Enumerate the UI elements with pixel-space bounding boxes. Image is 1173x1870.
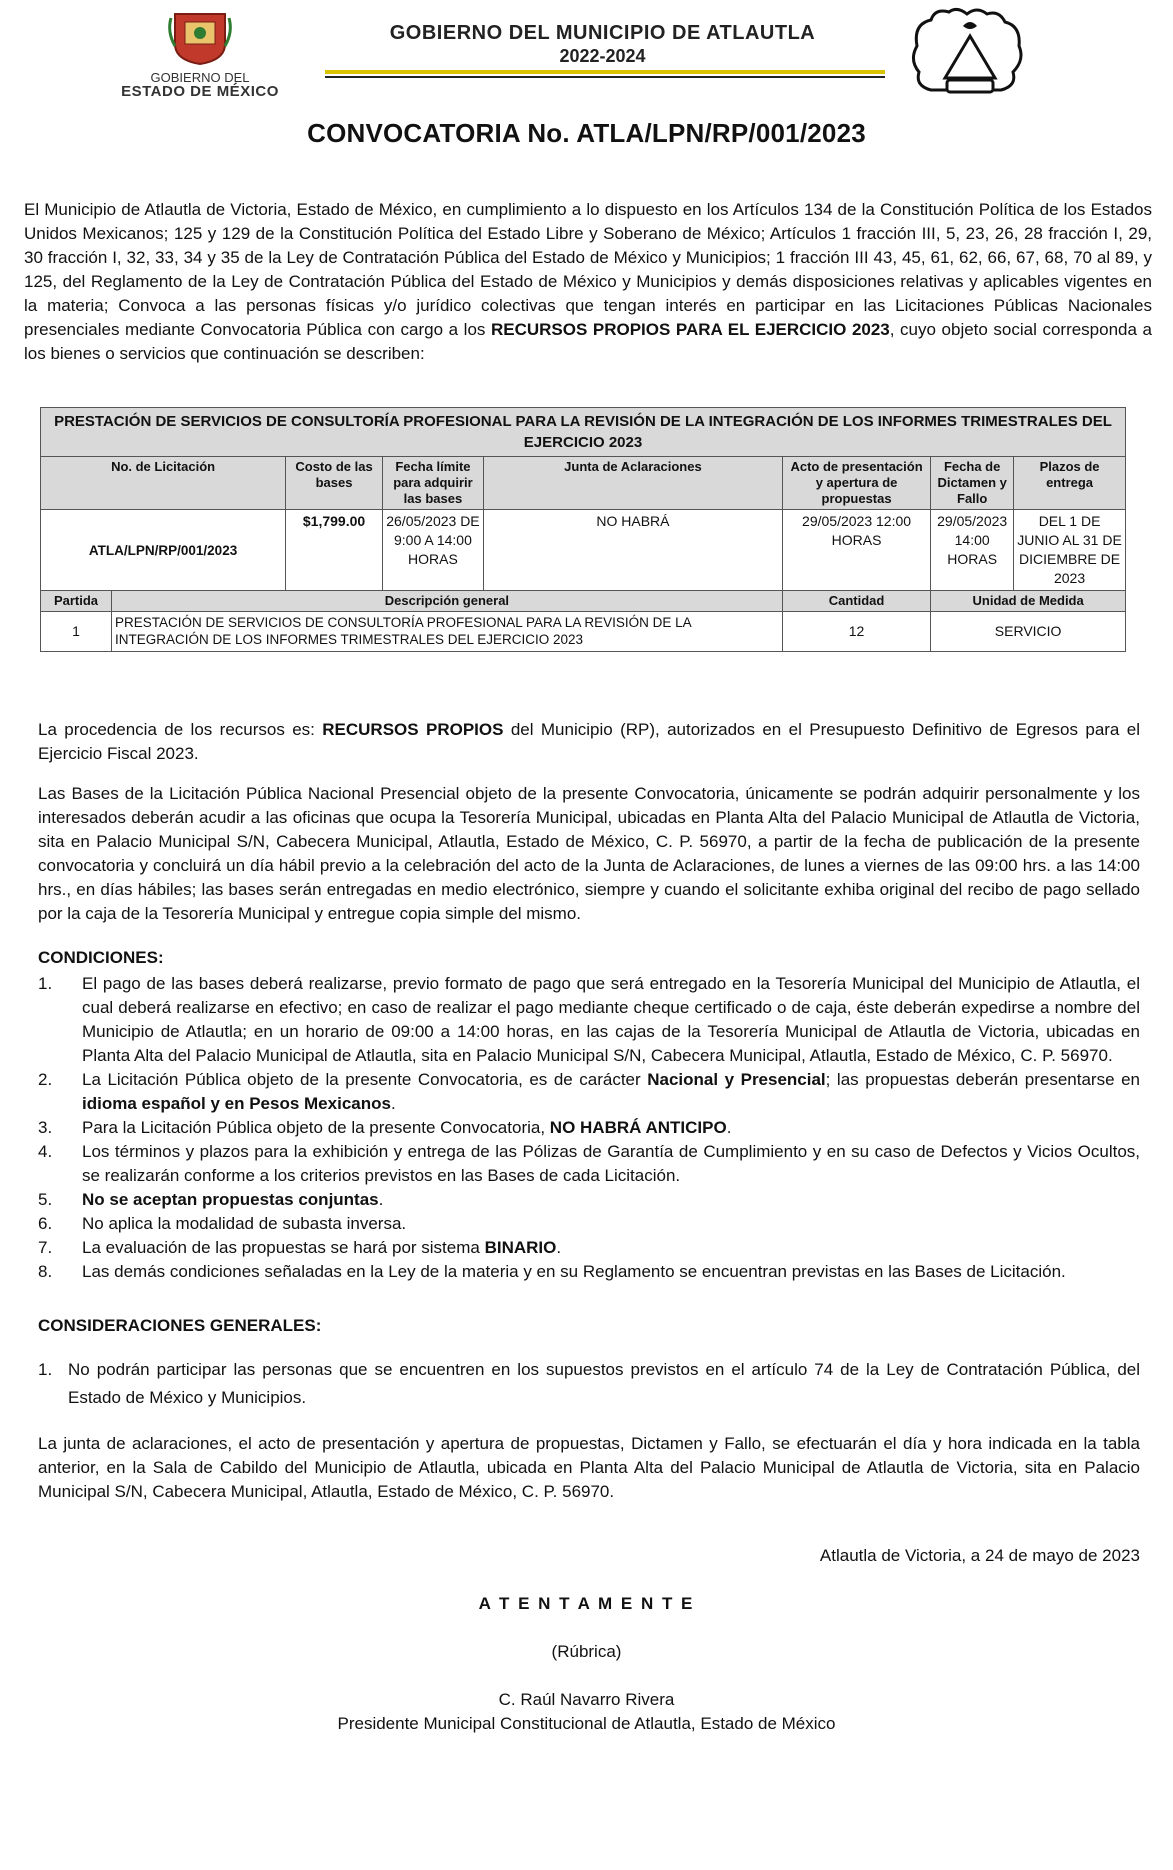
- condicion-text-c: .: [378, 1190, 384, 1209]
- junta-value: NO HABRÁ: [483, 510, 782, 591]
- atentamente: A T E N T A M E N T E: [478, 1594, 695, 1613]
- col-header-unidad: Unidad de Medida: [931, 591, 1126, 612]
- costo-value: $1,799.00: [286, 510, 383, 591]
- municipal-header: [325, 22, 880, 67]
- condicion-item: [38, 1140, 1140, 1188]
- condicion-text-a: La Licitación Pública objeto de la presente Convocatoria, es de carácter: [82, 1070, 648, 1089]
- unidad-value: SERVICIO: [931, 612, 1126, 652]
- header-yellow-rule: [325, 70, 885, 74]
- procedencia-paragraph: [38, 718, 1140, 766]
- signer-position: Presidente Municipal Constitucional de Atlautla, Estado de México: [337, 1714, 836, 1733]
- condicion-text-a: Las demás condiciones señaladas en la Ley de la materia y en su Reglamento se encuentran previstas en las Bases de Licitación.: [82, 1262, 1066, 1281]
- condicion-number: 2.: [38, 1070, 53, 1089]
- municipal-emblem-icon: [905, 6, 1035, 104]
- consideracion-item: [38, 1356, 1140, 1412]
- rubrica: (Rúbrica): [551, 1642, 622, 1661]
- condicion-text-d: idioma español y en Pesos Mexicanos: [82, 1094, 391, 1113]
- col-header-acto: Acto de presentación y apertura de propuestas: [782, 457, 930, 510]
- bases-paragraph: Las Bases de la Licitación Pública Nacional Presencial objeto de la presente Convocatoria, únicamente se podrán adquirir personalmente y los interesados deberán acudir a las oficinas que ocupa la Tesorería Municipal, ubicadas en Planta Alta del Palacio Municipal de Atlautla de Victoria, sita en Palacio Municipal S/N, Cabecera Municipal, Atlautla, Estado de México, C. P. 56970, a partir de la fecha de publicación de la presente convocatoria y concluirá un día hábil previo a la celebración del acto de la Junta de Aclaraciones, de lunes a viernes de las 09:00 hrs. a las 14:00 hrs., en días hábiles; las bases serán entregadas en medio electrónico, siempre y cuando el solicitante exhiba original del recibo de pago sellado por la caja de la Tesorería Municipal y entregue copia simple del mismo.: [38, 784, 1140, 923]
- condicion-number: 3.: [38, 1118, 53, 1137]
- signer-name: C. Raúl Navarro Rivera: [498, 1690, 675, 1709]
- municipal-period: 2022-2024: [559, 46, 646, 66]
- col-header-cantidad: Cantidad: [782, 591, 930, 612]
- licitacion-number: ATLA/LPN/RP/001/2023: [41, 510, 286, 591]
- condiciones-list: [38, 972, 1140, 1284]
- condicion-text-a: Para la Licitación Pública objeto de la presente Convocatoria,: [82, 1118, 550, 1137]
- condicion-item: [38, 1068, 1140, 1116]
- condicion-text-b: Nacional y Presencial: [647, 1070, 826, 1089]
- consideraciones-heading: CONSIDERACIONES GENERALES:: [38, 1316, 322, 1335]
- condicion-text-c: ; las propuestas deberán presentarse en: [825, 1070, 1140, 1089]
- col-header-junta: Junta de Aclaraciones: [483, 457, 782, 510]
- col-header-plazos: Plazos de entrega: [1014, 457, 1126, 510]
- header-black-rule: [325, 76, 885, 78]
- intro-paragraph: [24, 198, 1152, 366]
- condicion-number: 4.: [38, 1142, 53, 1161]
- condicion-number: 6.: [38, 1214, 53, 1233]
- condicion-text-c: .: [726, 1118, 732, 1137]
- procedencia-text-a: La procedencia de los recursos es:: [38, 720, 323, 739]
- intro-bold-text: RECURSOS PROPIOS PARA EL EJERCICIO 2023: [490, 320, 890, 339]
- state-line1: GOBIERNO DEL: [150, 70, 250, 85]
- col-header-descripcion: Descripción general: [111, 591, 782, 612]
- procedencia-bold: RECURSOS PROPIOS: [322, 720, 504, 739]
- intro-text: El Municipio de Atlautla de Victoria, Estado de México, en cumplimiento a lo dispuesto en los Artículos 134 de la Constitución Política de los Estados Unidos Mexicanos; 125 y 129 de la Constitución Política del Estado Libre y Soberano de México; Artículos 1 fracción III, 5, 23, 26, 28 fracción I, 29, 30 fracción I, 32, 33, 34 y 35 de la Ley de Contratación Pública del Estado de México y Municipios; 1 fracción III 43, 45, 61, 62, 66, 67, 68, 70 al 89, y 125, del Reglamento de la Ley de Contratación Pública del Estado de México y Municipios y demás disposiciones relativas y aplicables vigentes en la materia; Convoca a las personas físicas y/o jurídico colectivas que tengan interés en participar en las Licitaciones Públicas Nacionales presenciales mediante Convocatoria Pública con cargo a los: [24, 200, 1152, 339]
- intro-end-text: , cuyo objeto social corresponda a los bienes o servicios que continuación se describen:: [24, 320, 1152, 363]
- condicion-text-a: No aplica la modalidad de subasta inversa.: [82, 1214, 407, 1233]
- state-seal-icon: [165, 8, 235, 66]
- condicion-number: 8.: [38, 1262, 53, 1281]
- procedencia-text-c: del Municipio (RP), autorizados en el Presupuesto Definitivo de Egresos para el Ejercicio Fiscal 2023.: [38, 720, 1140, 763]
- condicion-item: [38, 1212, 1140, 1236]
- condicion-number: 1.: [38, 974, 53, 993]
- acto-value: 29/05/2023 12:00 HORAS: [782, 510, 930, 591]
- consideracion-number: 1.: [38, 1360, 53, 1379]
- condicion-item: [38, 1260, 1140, 1284]
- col-header-dictamen: Fecha de Dictamen y Fallo: [931, 457, 1014, 510]
- condiciones-heading: CONDICIONES:: [38, 948, 164, 967]
- table-heading: PRESTACIÓN DE SERVICIOS DE CONSULTORÍA PROFESIONAL PARA LA REVISIÓN DE LA INTEGRACIÓN DE LOS INFORMES TRIMESTRALES DEL EJERCICIO 2023: [41, 408, 1126, 457]
- condicion-item: [38, 1116, 1140, 1140]
- condicion-text-e: .: [390, 1094, 396, 1113]
- plazos-value: DEL 1 DE JUNIO AL 31 DE DICIEMBRE DE 2023: [1014, 510, 1126, 591]
- junta-paragraph: La junta de aclaraciones, el acto de presentación y apertura de propuestas, Dictamen y Fallo, se efectuarán el día y hora indicada en la tabla anterior, en la Sala de Cabildo del Municipio de Atlautla, ubicada en Planta Alta del Palacio Municipal de Atlautla de Victoria, sita en Palacio Municipal S/N, Cabecera Municipal, Atlautla, Estado de México, C. P. 56970.: [38, 1434, 1140, 1501]
- condicion-text-c: .: [556, 1238, 562, 1257]
- condicion-number: 7.: [38, 1238, 53, 1257]
- licitacion-table: [40, 407, 1126, 652]
- dictamen-value: 29/05/2023 14:00 HORAS: [931, 510, 1014, 591]
- fecha-limite-value: 26/05/2023 DE 9:00 A 14:00 HORAS: [382, 510, 483, 591]
- condicion-text-b: No se aceptan propuestas conjuntas: [82, 1190, 379, 1209]
- municipal-title: GOBIERNO DEL MUNICIPIO DE ATLAUTLA: [389, 22, 816, 44]
- condicion-text-a: La evaluación de las propuestas se hará por sistema: [82, 1238, 485, 1257]
- condicion-number: 5.: [38, 1190, 53, 1209]
- condicion-text-a: Los términos y plazos para la exhibición y entrega de las Pólizas de Garantía de Cumplimiento y en su caso de Defectos y Vicios Ocultos, se realizarán conforme a los criterios previstos en las Bases de cada Licitación.: [82, 1142, 1140, 1185]
- partida-value: 1: [41, 612, 112, 652]
- col-header-fecha-limite: Fecha límite para adquirir las bases: [382, 457, 483, 510]
- consideraciones-list: [38, 1356, 1140, 1412]
- condicion-item: [38, 972, 1140, 1068]
- document-title: CONVOCATORIA No. ATLA/LPN/RP/001/2023: [307, 118, 866, 148]
- condicion-text-b: NO HABRÁ ANTICIPO: [549, 1118, 727, 1137]
- descripcion-value: PRESTACIÓN DE SERVICIOS DE CONSULTORÍA PROFESIONAL PARA LA REVISIÓN DE LA INTEGRACIÓN DE LOS INFORMES TRIMESTRALES DEL EJERCICIO 2023: [111, 612, 782, 652]
- col-header-licitacion: No. de Licitación: [41, 457, 286, 510]
- cantidad-value: 12: [782, 612, 930, 652]
- estado-mexico-logo: [100, 8, 300, 100]
- place-date: Atlautla de Victoria, a 24 de mayo de 2023: [819, 1546, 1140, 1565]
- state-government-text: [100, 71, 300, 99]
- col-header-partida: Partida: [41, 591, 112, 612]
- condicion-item: [38, 1188, 1140, 1212]
- condicion-item: [38, 1236, 1140, 1260]
- col-header-costo: Costo de las bases: [286, 457, 383, 510]
- consideracion-text: No podrán participar las personas que se encuentren en los supuestos previstos en el artículo 74 de la Ley de Contratación Pública, del Estado de México y Municipios.: [68, 1360, 1140, 1407]
- condicion-text-a: El pago de las bases deberá realizarse, previo formato de pago que será entregado en la Tesorería Municipal del Municipio de Atlautla, el cual deberá realizarse en efectivo; en caso de realizar el pago mediante cheque certificado o de caja, éste deberán expedirse a nombre del Municipio de Atlautla; en un horario de 09:00 a 14:00 horas, en las cajas de la Tesorería Municipal de Atlautla de Victoria, ubicadas en Planta Alta del Palacio Municipal de Atlautla, sita en Palacio Municipal S/N, Cabecera Municipal, Atlautla, Estado de México, C. P. 56970.: [82, 974, 1140, 1065]
- state-line2: ESTADO DE MÉXICO: [121, 83, 279, 100]
- condicion-text-b: BINARIO: [484, 1238, 557, 1257]
